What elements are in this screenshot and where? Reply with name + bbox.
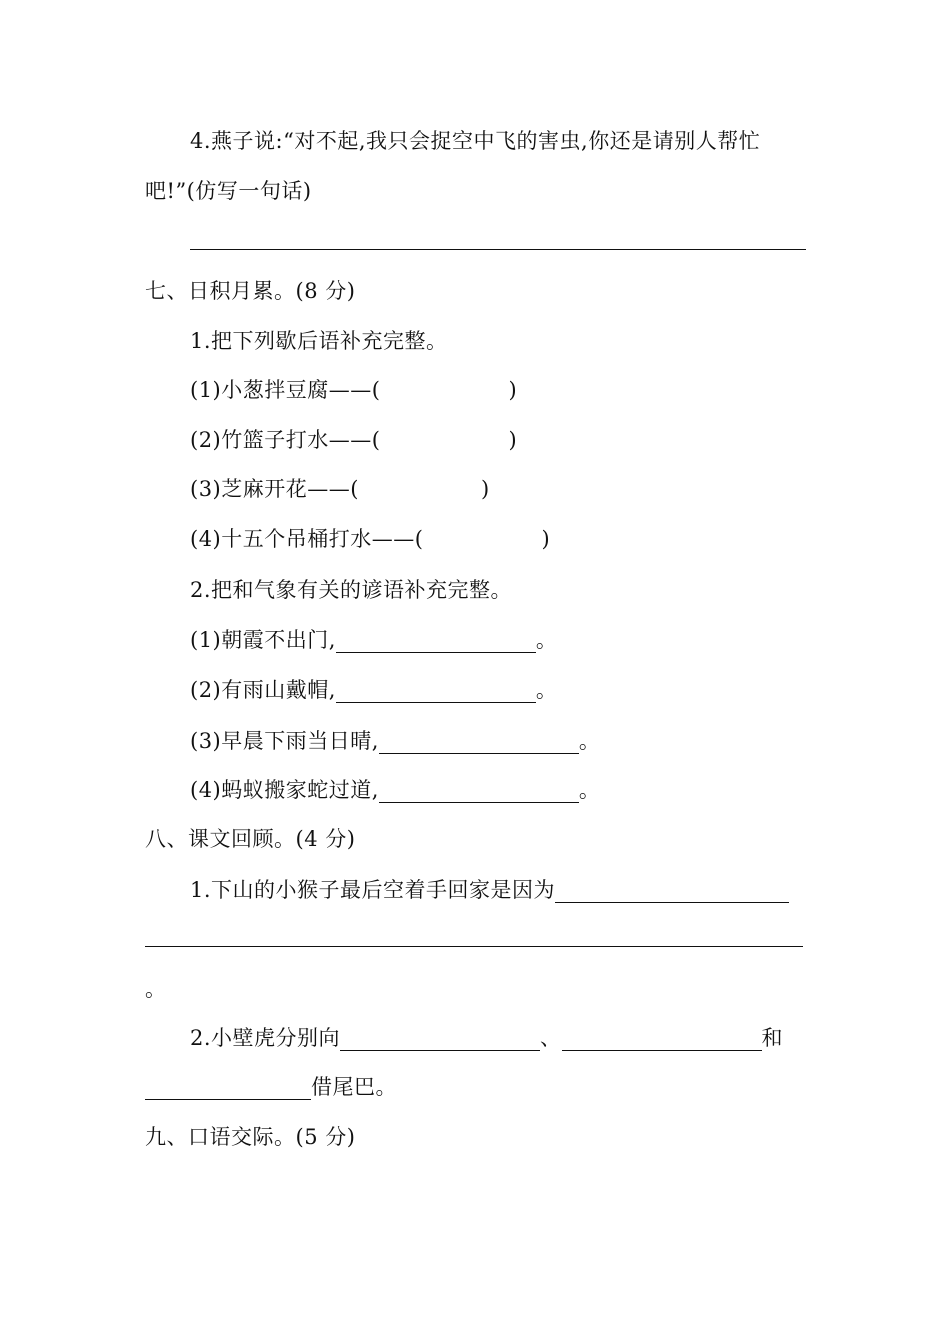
q8-heading: 八、课文回顾。(4 分) bbox=[145, 827, 356, 851]
item-text: (2)有雨山戴帽, bbox=[190, 678, 336, 702]
closing-paren: ) bbox=[508, 378, 518, 402]
item-text: 1.下山的小猴子最后空着手回家是因为 bbox=[190, 878, 556, 902]
q7-part1-item-2 bbox=[190, 425, 517, 455]
answer-blank[interactable] bbox=[336, 630, 536, 653]
q6-item4-line2: 吧!”(仿写一句话) bbox=[145, 179, 312, 203]
answer-blank[interactable] bbox=[340, 1028, 540, 1051]
q8-item1-answer-line[interactable] bbox=[145, 946, 803, 947]
item-text: 2.小壁虎分别向 bbox=[190, 1026, 341, 1050]
q8-item1-end: 。 bbox=[145, 977, 167, 1001]
item-text: 借尾巴。 bbox=[311, 1075, 397, 1099]
closing-paren: ) bbox=[541, 527, 551, 551]
item-text: (4)十五个吊桶打水——( bbox=[190, 527, 424, 551]
q7-part2-item-3 bbox=[190, 726, 600, 756]
q6-item4-line1: 4.燕子说:“对不起,我只会捉空中飞的害虫,你还是请别人帮忙 bbox=[190, 129, 761, 153]
q8-item2 bbox=[190, 1023, 783, 1053]
period: 。 bbox=[578, 729, 601, 753]
q7-part2-title: 2.把和气象有关的谚语补充完整。 bbox=[190, 578, 513, 602]
period: 。 bbox=[578, 778, 601, 802]
answer-blank[interactable] bbox=[379, 780, 579, 803]
q7-heading: 七、日积月累。(8 分) bbox=[145, 279, 356, 303]
period: 。 bbox=[535, 628, 558, 652]
q8-item1 bbox=[190, 875, 789, 905]
q7-part1-item-4 bbox=[190, 524, 550, 554]
q7-part2-item-2 bbox=[190, 675, 557, 705]
answer-blank[interactable] bbox=[336, 680, 536, 703]
q7-part2-item-4 bbox=[190, 775, 600, 805]
item-text: (4)蚂蚁搬家蛇过道, bbox=[190, 778, 379, 802]
item-text: (2)竹篮子打水——( bbox=[190, 428, 381, 452]
answer-blank[interactable] bbox=[555, 880, 789, 903]
q7-part1-item-1 bbox=[190, 375, 517, 405]
period: 。 bbox=[535, 678, 558, 702]
q6-item4-answer-line[interactable] bbox=[190, 249, 806, 250]
q7-part1-title: 1.把下列歇后语补充完整。 bbox=[190, 329, 448, 353]
q7-part2-item-1 bbox=[190, 625, 557, 655]
answer-blank[interactable] bbox=[145, 1077, 311, 1100]
closing-paren: ) bbox=[480, 477, 490, 501]
item-text: (3)早晨下雨当日晴, bbox=[190, 729, 379, 753]
answer-blank[interactable] bbox=[562, 1028, 762, 1051]
closing-paren: ) bbox=[508, 428, 518, 452]
q9-heading: 九、口语交际。(5 分) bbox=[145, 1125, 356, 1149]
conjunction: 和 bbox=[761, 1026, 784, 1050]
q7-part1-item-3 bbox=[190, 474, 490, 504]
item-text: (1)小葱拌豆腐——( bbox=[190, 378, 381, 402]
q8-item2-line2 bbox=[145, 1072, 397, 1102]
item-text: (1)朝霞不出门, bbox=[190, 628, 336, 652]
separator: 、 bbox=[540, 1026, 562, 1050]
item-text: (3)芝麻开花——( bbox=[190, 477, 359, 501]
answer-blank[interactable] bbox=[379, 731, 579, 754]
